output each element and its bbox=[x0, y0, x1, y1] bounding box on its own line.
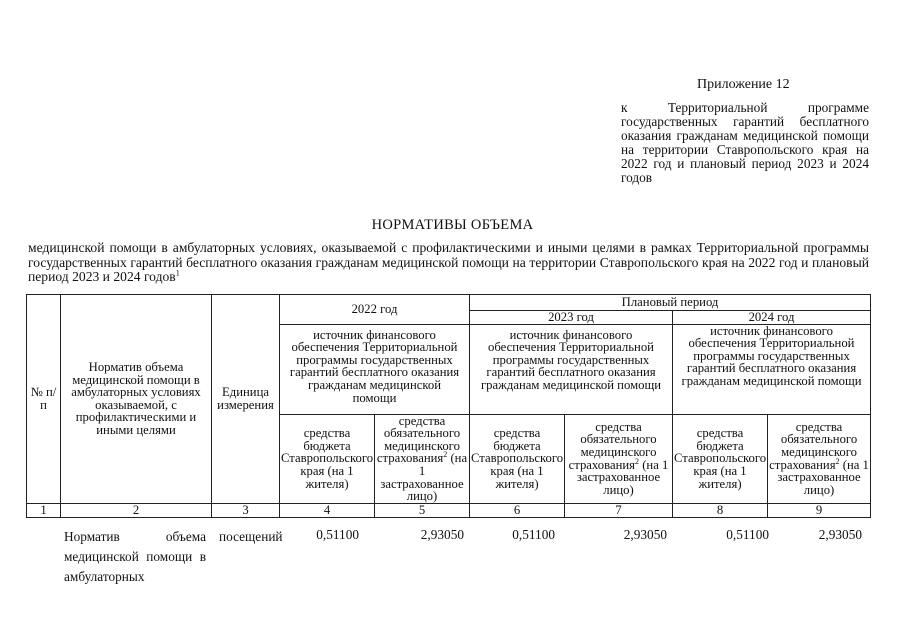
table-row-value-8: 0,51100 bbox=[726, 527, 769, 542]
oms-2023 bbox=[565, 414, 673, 503]
header-year-2024: 2024 год bbox=[673, 311, 871, 325]
oms-2022-label: средства обязательного медицинского страхования bbox=[376, 414, 461, 466]
header-year-2022: 2022 год bbox=[280, 295, 470, 325]
header-plan-period: Плановый период bbox=[470, 295, 871, 311]
document-subtitle-text: медицинской помощи в амбулаторных условиях, оказываемой с профилактическими и иными целями в рамках Территориальной программы государственных гарантий бесплатного оказания гражданам медицинской помощи на территории Ставропольского края на 2022 год и плановый период 2023 и 2024 годов bbox=[28, 240, 869, 284]
source-2022: источник финансового обеспечения Территориальной программы государственных гарантий бесплатного оказания гражданам медицинской помощи bbox=[280, 324, 470, 414]
table-row-value-5: 2,93050 bbox=[420, 527, 464, 542]
oms-2023-footnote: 2 bbox=[635, 456, 640, 466]
oms-2024-unit: (на 1 застрахованное лицо) bbox=[777, 457, 869, 497]
appendix-reference: к Территориальной программе государственных гарантий бесплатного оказания гражданам медицинской помощи на территории Ставропольского края на 2022 год и плановый период 2023 и 2024 годов bbox=[621, 100, 869, 185]
header-number: № п/п bbox=[27, 295, 61, 504]
col-number-6: 6 bbox=[470, 503, 565, 517]
table-row-value-4: 0,51100 bbox=[316, 527, 359, 542]
col-number-7: 7 bbox=[565, 503, 673, 517]
oms-2024-footnote: 2 bbox=[835, 456, 840, 466]
table-row-value-7: 2,93050 bbox=[623, 527, 667, 542]
table-row-name: Норматив объема медицинской помощи в амбулаторных bbox=[64, 529, 206, 584]
budget-2023: средства бюджета Ставропольского края (на 1 жителя) bbox=[470, 414, 565, 503]
oms-2023-label: средства обязательного медицинского страхования bbox=[568, 419, 657, 472]
col-number-3: 3 bbox=[212, 503, 280, 517]
norms-table bbox=[26, 294, 871, 518]
budget-2024: средства бюджета Ставропольского края (на 1 жителя) bbox=[673, 414, 768, 503]
oms-2024-label: средства обязательного медицинского страхования bbox=[769, 419, 858, 472]
source-2024: источник финансового обеспечения Территориальной программы государственных гарантий бесплатного оказания гражданам медицинской помощи bbox=[673, 324, 871, 414]
table-row-value-9: 2,93050 bbox=[818, 527, 862, 542]
col-number-2: 2 bbox=[61, 503, 212, 517]
table-row-value-6: 0,51100 bbox=[512, 527, 555, 542]
table-row-unit: посещений bbox=[219, 529, 283, 544]
header-unit: Единица измерения bbox=[212, 295, 280, 504]
oms-2022-footnote: 2 bbox=[443, 450, 448, 460]
document-subtitle bbox=[28, 241, 869, 285]
oms-2023-unit: (на 1 застрахованное лицо) bbox=[576, 457, 669, 497]
source-2023: источник финансового обеспечения Территориальной программы государственных гарантий бесплатного оказания гражданам медицинской помощи bbox=[470, 324, 673, 414]
oms-2022 bbox=[375, 414, 470, 503]
subtitle-footnote-mark: 1 bbox=[175, 268, 180, 278]
oms-2022-unit: (на 1 застрахованное лицо) bbox=[380, 451, 468, 504]
col-number-5: 5 bbox=[375, 503, 470, 517]
budget-2022: средства бюджета Ставропольского края (на 1 жителя) bbox=[280, 414, 375, 503]
col-number-8: 8 bbox=[673, 503, 768, 517]
document-title: НОРМАТИВЫ ОБЪЕМА bbox=[371, 217, 534, 233]
col-number-9: 9 bbox=[768, 503, 871, 517]
header-norm: Норматив объема медицинской помощи в амбулаторных условиях оказываемой, с профилактическими и иными целями bbox=[61, 295, 212, 504]
col-number-1: 1 bbox=[27, 503, 61, 517]
appendix-title: Приложение 12 bbox=[697, 77, 790, 92]
oms-2024 bbox=[768, 414, 871, 503]
col-number-4: 4 bbox=[280, 503, 375, 517]
header-year-2023: 2023 год bbox=[470, 311, 673, 325]
